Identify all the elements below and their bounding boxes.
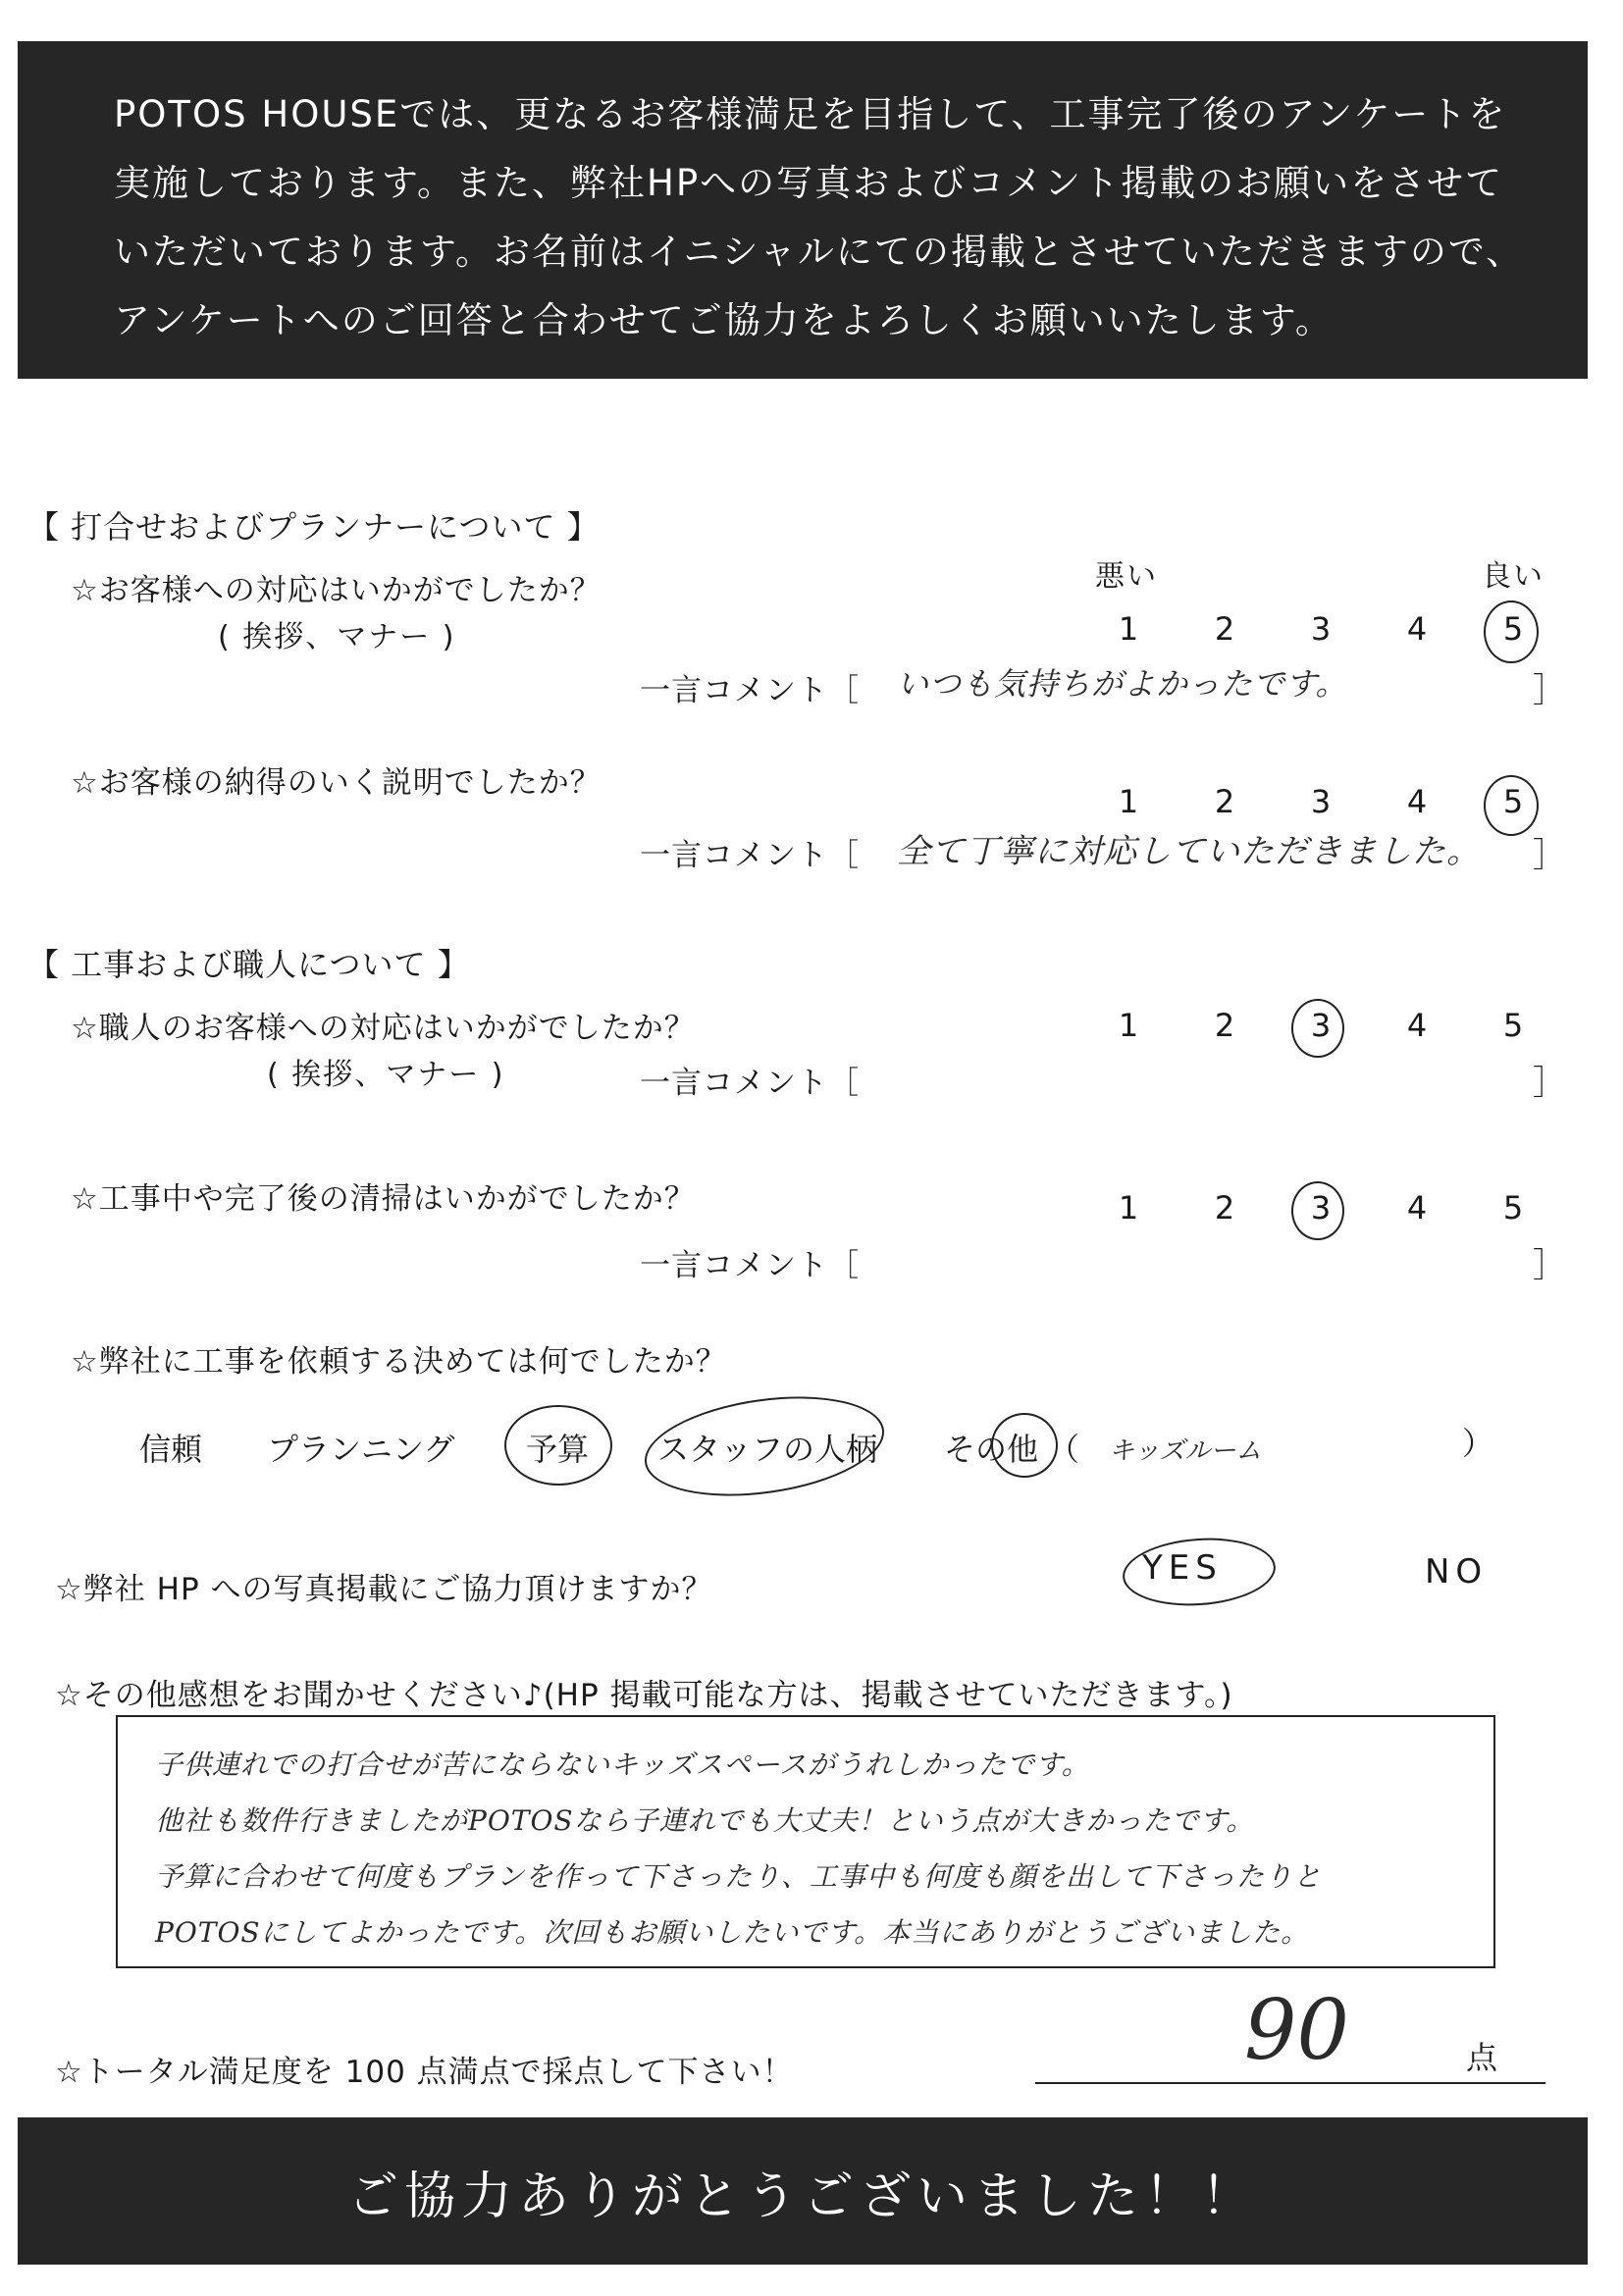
rating-option[interactable]: 4 xyxy=(1406,1007,1428,1044)
rating-option[interactable]: 2 xyxy=(1214,1189,1235,1226)
footer-banner: ご協力ありがとうございました！！ xyxy=(18,2117,1588,2265)
rating-option[interactable]: 1 xyxy=(1118,610,1139,648)
option-other[interactable]: その他 xyxy=(944,1431,1039,1468)
option-other-close-paren: ） xyxy=(1462,1425,1494,1462)
header-line: いただいております。お名前はイニシャルにての掲載とさせていただきますので、 xyxy=(114,231,1525,273)
header-line: アンケートへのご回答と合わせてご協力をよろしくお願いいたします。 xyxy=(114,299,1334,341)
comment-text[interactable]: いつも気持ちがよかったです。 xyxy=(897,665,1348,703)
option-trust[interactable]: 信頼 xyxy=(139,1431,203,1468)
rating-option[interactable]: 2 xyxy=(1214,610,1235,648)
score-value[interactable]: 90 xyxy=(1244,1982,1349,2078)
rating-option[interactable]: 1 xyxy=(1118,1189,1139,1226)
selection-circle xyxy=(1121,1534,1278,1611)
rating-option[interactable]: 4 xyxy=(1406,610,1428,648)
question-planner-explanation: ☆お客様の納得のいく説明でしたか？ xyxy=(71,765,602,801)
rating-option-selected[interactable]: 5 xyxy=(1502,783,1524,820)
feedback-line: 予算に合わせて何度もプランを作って下さったり、工事中も何度も顔を出して下さったりと xyxy=(155,1860,1323,1893)
question-other-feedback: ☆その他感想をお聞かせください♪(HP 掲載可能な方は、掲載させていただきます。) xyxy=(55,1678,1233,1713)
rating-option-selected[interactable]: 3 xyxy=(1310,1007,1332,1044)
feedback-line: POTOSにしてよかったです。次回もお願いしたいです。本当にありがとうございました。 xyxy=(155,1916,1310,1949)
comment-label: 一言コメント［ xyxy=(640,1248,860,1283)
selection-circle xyxy=(1484,775,1539,836)
rating-option[interactable]: 3 xyxy=(1310,783,1332,820)
header-line: POTOS HOUSEでは、更なるお客様満足を目指して、工事完了後のアンケートを xyxy=(114,93,1507,135)
question-craftsmen-manner: ☆職人のお客様への対応はいかがでしたか？ xyxy=(71,1011,696,1046)
comment-text[interactable]: 全て丁寧に対応していただきました。 xyxy=(897,832,1481,871)
question-cleaning: ☆工事中や完了後の清掃はいかがでしたか？ xyxy=(71,1181,696,1217)
question-total-score: ☆トータル満足度を 100 点満点で採点して下さい！ xyxy=(55,2055,794,2090)
comment-close-bracket: ］ xyxy=(1533,1064,1566,1103)
section-title-craftsmen: 【 工事および職人について 】 xyxy=(27,946,470,983)
option-other-text[interactable]: キッズルーム xyxy=(1109,1436,1262,1466)
option-budget[interactable]: 予算 xyxy=(526,1431,590,1468)
question-planner-manner: ☆お客様への対応はいかがでしたか？ xyxy=(71,573,602,608)
scale-high-label: 良い xyxy=(1482,559,1544,594)
question-decision-reason: ☆弊社に工事を依頼する決めては何でしたか？ xyxy=(71,1344,727,1380)
question-photo-consent: ☆弊社 HP への写真掲載にご協力頂けますか？ xyxy=(55,1572,713,1607)
selection-circle xyxy=(1291,999,1344,1058)
comment-label: 一言コメント［ xyxy=(640,838,860,873)
selection-circle xyxy=(504,1405,612,1486)
header-box xyxy=(18,41,1588,379)
rating-option[interactable]: 4 xyxy=(1406,783,1428,820)
yes-option[interactable]: YES xyxy=(1142,1548,1223,1588)
rating-option[interactable]: 5 xyxy=(1502,1007,1524,1044)
rating-option-selected[interactable]: 5 xyxy=(1502,610,1524,648)
comment-close-bracket: ］ xyxy=(1533,1246,1566,1285)
rating-option-selected[interactable]: 3 xyxy=(1310,1189,1332,1226)
option-staff-personality[interactable]: スタッフの人柄 xyxy=(657,1431,878,1468)
comment-close-bracket: ］ xyxy=(1533,671,1566,710)
rating-option[interactable]: 5 xyxy=(1502,1189,1524,1226)
question-subtext: ( 挨拶、マナー ) xyxy=(218,620,456,654)
selection-circle xyxy=(1291,1181,1344,1240)
rating-option[interactable]: 1 xyxy=(1118,1007,1139,1044)
header-line: 実施しております。また、弊社HPへの写真およびコメント掲載のお願いをさせて xyxy=(114,162,1504,204)
selection-circle xyxy=(639,1383,891,1509)
no-option[interactable]: NO xyxy=(1425,1552,1489,1592)
rating-option[interactable]: 2 xyxy=(1214,1007,1235,1044)
rating-option[interactable]: 2 xyxy=(1214,783,1235,820)
feedback-box[interactable] xyxy=(116,1715,1495,1968)
feedback-line: 子供連れでの打合せが苦にならないキッズスペースがうれしかったです。 xyxy=(155,1748,1090,1781)
option-other-open-paren: （ xyxy=(1048,1431,1080,1468)
score-unit: 点 xyxy=(1466,2039,1498,2076)
option-planning[interactable]: プランニング xyxy=(267,1431,455,1468)
comment-label: 一言コメント［ xyxy=(640,673,860,708)
rating-option[interactable]: 3 xyxy=(1310,610,1332,648)
feedback-line: 他社も数件行きましたがPOTOSなら子連れでも大丈夫！という点が大きかったです。 xyxy=(155,1804,1255,1837)
question-subtext: ( 挨拶、マナー ) xyxy=(267,1058,505,1092)
comment-label: 一言コメント［ xyxy=(640,1066,860,1101)
rating-option[interactable]: 1 xyxy=(1118,783,1139,820)
scale-low-label: 悪い xyxy=(1095,559,1158,594)
score-underline xyxy=(1035,2082,1545,2084)
selection-circle xyxy=(1484,600,1539,663)
rating-option[interactable]: 4 xyxy=(1406,1189,1428,1226)
section-title-planner: 【 打合せおよびプランナーについて 】 xyxy=(27,508,600,546)
comment-close-bracket: ］ xyxy=(1533,836,1566,875)
